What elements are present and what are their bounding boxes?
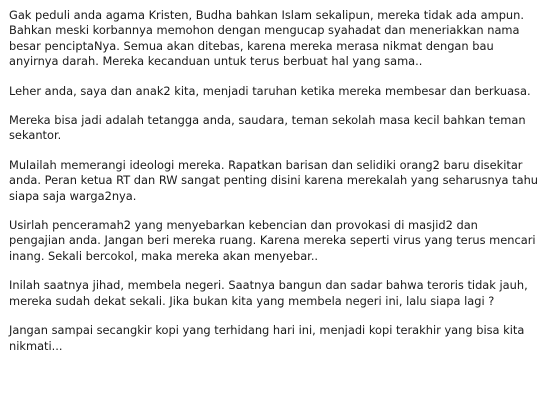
document-body [9,8,549,368]
text-line: Bahkan meski korbannya memohon dengan mengucap syahadat dan meneriakkan nama [9,23,520,38]
text-line: Mereka bisa jadi adalah tetangga anda, saudara, teman sekolah masa kecil bahkan teman [9,113,526,128]
text-line: Usirlah penceramah2 yang menyebarkan kebencian dan provokasi di masjid2 dan [9,218,478,233]
text-line: Leher anda, saya dan anak2 kita, menjadi taruhan ketika mereka membesar dan berkuasa. [9,83,531,98]
text-line: Gak peduli anda agama Kristen, Budha bahkan Islam sekalipun, mereka tidak ada ampun. [9,8,524,22]
text-line: Inilah saatnya jihad, membela negeri. Saatnya bangun dan sadar bahwa teroris tidak jauh, [9,278,528,293]
text-line: inang. Sekali bercokol, maka mereka akan menyebar.. [9,248,319,263]
text-line: sekantor. [9,128,62,143]
text-line: Jangan sampai secangkir kopi yang terhidang hari ini, menjadi kopi terakhir yang bisa kita [9,323,525,338]
paragraph-3 [9,113,549,144]
text-line: anda. Peran ketua RT dan RW sangat penting disini karena merekalah yang seharusnya tahu [9,173,539,188]
text-line: nikmati... [9,338,63,353]
paragraph-7 [9,323,549,354]
text-line: siapa saja warga2nya. [9,188,137,203]
paragraph-5 [9,218,549,264]
text-line: anyirnya darah. Mereka kecanduan untuk terus berbuat hal yang sama.. [9,54,423,69]
paragraph-4 [9,158,549,204]
paragraph-6 [9,278,549,309]
text-line: mereka sudah dekat sekali. Jika bukan kita yang membela negeri ini, lalu siapa lagi ? [9,293,495,308]
paragraph-1 [9,8,549,70]
text-line: besar penciptaNya. Semua akan ditebas, karena mereka merasa nikmat dengan bau [9,38,494,53]
paragraph-2 [9,84,549,99]
text-line: pengajian anda. Jangan beri mereka ruang. Karena mereka seperti virus yang terus mencari [9,233,536,248]
text-line: Mulailah memerangi ideologi mereka. Rapatkan barisan dan selidiki orang2 baru disekitar [9,157,523,172]
